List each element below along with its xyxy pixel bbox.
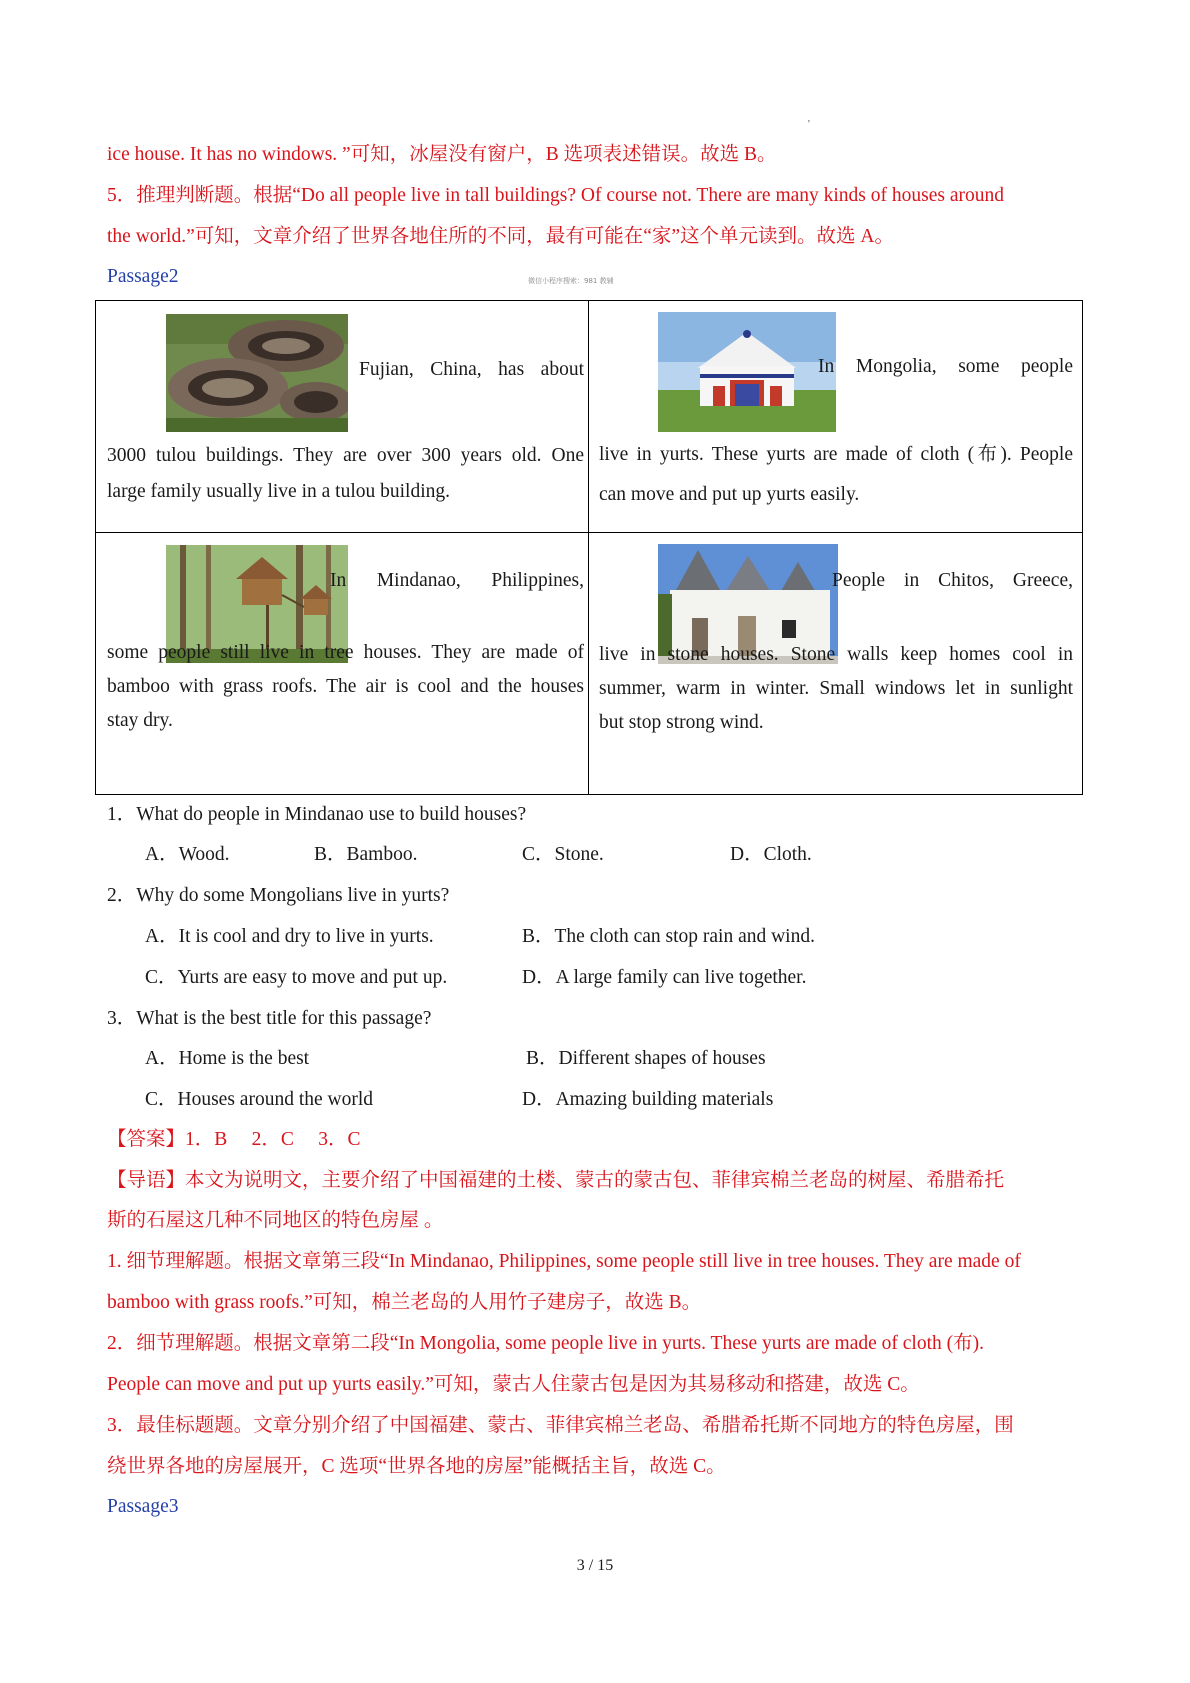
explanation-line: People can move and put up yurts easily.”可知，蒙古人住蒙古包是因为其易移动和搭建，故选 C。 <box>107 1374 920 1395</box>
option-text: A．Wood. <box>145 844 230 865</box>
guide-line: 斯的石屋这几种不同地区的特色房屋 。 <box>107 1210 444 1231</box>
table-divider-horizontal <box>96 532 1082 533</box>
option-text: C．Stone. <box>522 844 604 865</box>
explanation-line: 绕世界各地的房屋展开，C 选项“世界各地的房屋”能概括主旨，故选 C。 <box>107 1456 726 1477</box>
cell-mindanao-line: stay dry. <box>107 710 173 731</box>
guide-line: 【导语】本文为说明文，主要介绍了中国福建的土楼、蒙古的蒙古包、菲律宾棉兰老岛的树屋、希腊希托 <box>107 1170 1005 1191</box>
option-text: A．It is cool and dry to live in yurts. <box>145 926 434 947</box>
explanation-line: ice house. It has no windows. ”可知，冰屋没有窗户，B 选项表述错误。故选 B。 <box>107 144 777 165</box>
cell-greece-line: live in stone houses. Stone walls keep homes cool in <box>599 644 1073 665</box>
option-text: B．Bamboo. <box>314 844 418 865</box>
passage-table <box>95 300 1083 795</box>
tulou-photo <box>166 314 348 432</box>
explanation-line: the world.”可知，文章介绍了世界各地住所的不同，最有可能在“家”这个单元读到。故选 A。 <box>107 226 894 247</box>
explanation-line: bamboo with grass roofs.”可知，棉兰老岛的人用竹子建房子，故选 B。 <box>107 1292 702 1313</box>
option-text: C．Houses around the world <box>145 1089 374 1110</box>
cell-mongolia-line: can move and put up yurts easily. <box>599 484 860 505</box>
yurt-photo <box>658 312 836 432</box>
cell-mongolia-line: live in yurts. These yurts are made of cloth (布). People <box>599 444 1073 465</box>
question-stem: 1．What do people in Mindanao use to build houses? <box>107 804 527 825</box>
table-divider-vertical <box>588 301 589 794</box>
option-text: A．Home is the best <box>145 1048 310 1069</box>
header-mark: ' <box>808 119 810 130</box>
cell-greece-lead: People in Chitos, Greece, <box>832 570 1073 591</box>
cell-mindanao-line: bamboo with grass roofs. The air is cool and the houses <box>107 676 584 697</box>
cell-greece-line: but stop strong wind. <box>599 712 764 733</box>
option-text: B．The cloth can stop rain and wind. <box>522 926 815 947</box>
page-number: 3 / 15 <box>576 1557 614 1574</box>
explanation-line: 1. 细节理解题。根据文章第三段“In Mindanao, Philippines, some people still live in tree houses. They are made of <box>107 1251 1021 1272</box>
watermark: 微信小程序搜索：981 教辅 <box>528 277 614 285</box>
option-text: C．Yurts are easy to move and put up. <box>145 967 448 988</box>
cell-fujian-line: large family usually live in a tulou building. <box>107 481 451 502</box>
explanation-line: 2．细节理解题。根据文章第二段“In Mongolia, some people live in yurts. These yurts are made of cloth (布). <box>107 1333 984 1354</box>
question-stem: 3．What is the best title for this passage? <box>107 1008 432 1029</box>
option-text: D．Amazing building materials <box>522 1089 774 1110</box>
answer-key: 【答案】1．B 2．C 3．C <box>107 1129 361 1150</box>
passage3-heading: Passage3 <box>107 1496 179 1517</box>
option-text: D．Cloth. <box>730 844 812 865</box>
option-text: B．Different shapes of houses <box>526 1048 766 1069</box>
question-stem: 2．Why do some Mongolians live in yurts? <box>107 885 450 906</box>
explanation-line: 5．推理判断题。根据“Do all people live in tall buildings? Of course not. There are many kinds of houses around <box>107 185 1005 206</box>
cell-mindanao-line: some people still live in tree houses. They are made of <box>107 642 584 663</box>
option-text: D．A large family can live together. <box>522 967 807 988</box>
cell-mindanao-lead: In Mindanao, Philippines, <box>330 570 584 591</box>
cell-fujian-line: 3000 tulou buildings. They are over 300 years old. One <box>107 445 584 466</box>
cell-greece-line: summer, warm in winter. Small windows let in sunlight <box>599 678 1073 699</box>
explanation-line: 3．最佳标题题。文章分别介绍了中国福建、蒙古、菲律宾棉兰老岛、希腊希托斯不同地方的特色房屋，围 <box>107 1415 1014 1436</box>
cell-fujian-lead: Fujian, China, has about <box>359 359 584 380</box>
cell-mongolia-lead: In Mongolia, some people <box>818 356 1073 377</box>
passage2-heading: Passage2 <box>107 266 179 287</box>
